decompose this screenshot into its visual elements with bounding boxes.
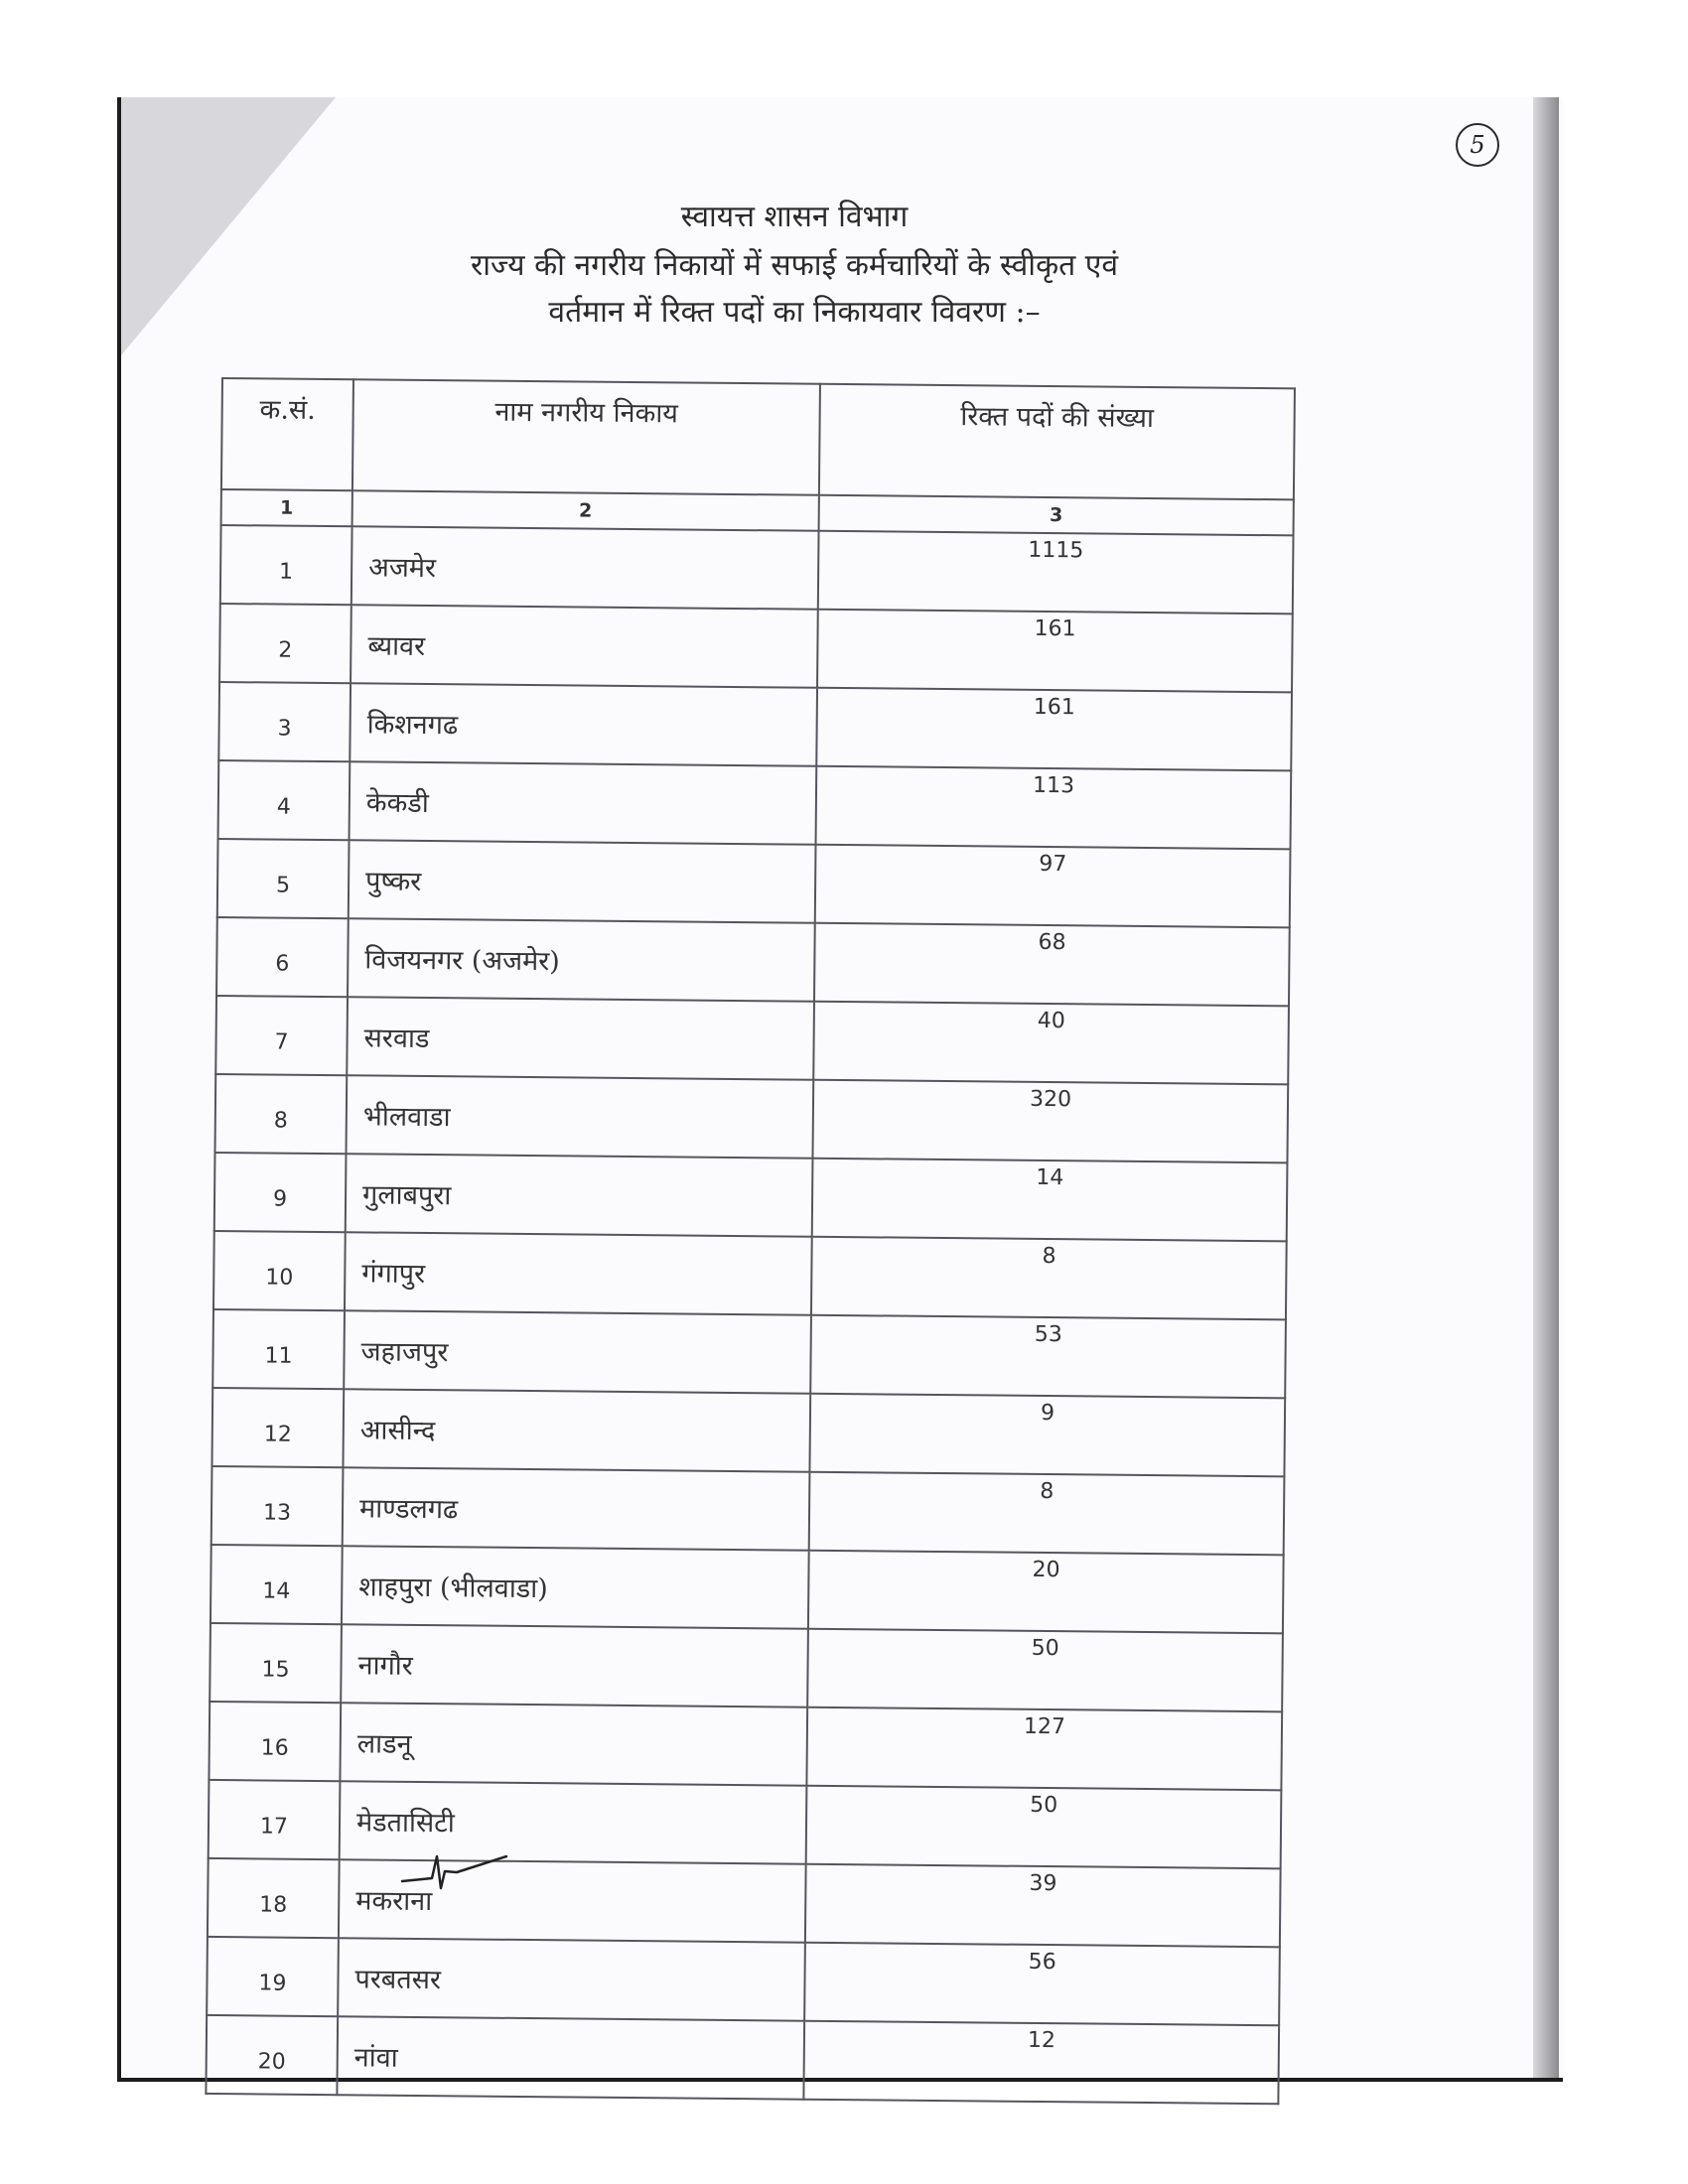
table-row — [216, 917, 1290, 1006]
table-row — [206, 2015, 1279, 2104]
serial-cell: 14 — [211, 1545, 343, 1624]
table-row — [219, 604, 1293, 692]
serial-cell: 1 — [220, 525, 352, 605]
body-name-cell: गंगापुर — [345, 1232, 812, 1315]
vacant-count-cell: 40 — [813, 1002, 1289, 1085]
body-name-cell: लाडनू — [340, 1703, 807, 1786]
vacant-count-cell: 1115 — [818, 531, 1294, 614]
column-number: 2 — [352, 490, 819, 531]
serial-cell: 6 — [216, 917, 349, 997]
vacant-count-cell: 50 — [807, 1629, 1283, 1712]
column-number: 1 — [221, 489, 352, 526]
serial-cell: 11 — [212, 1309, 345, 1389]
body-name-cell: किशनगढ — [350, 683, 817, 766]
serial-cell: 15 — [210, 1623, 342, 1703]
vacant-count-cell: 53 — [810, 1315, 1286, 1399]
serial-cell: 18 — [208, 1858, 340, 1938]
table-row — [211, 1466, 1285, 1555]
serial-cell: 19 — [207, 1937, 339, 2016]
vacant-count-cell: 161 — [816, 688, 1292, 771]
table-row — [214, 1153, 1288, 1241]
serial-cell: 4 — [218, 760, 351, 840]
header-vacant-count: रिक्त पदों की संख्या — [819, 384, 1295, 500]
header-body-name: नाम नगरीय निकाय — [352, 379, 820, 495]
serial-cell: 13 — [211, 1466, 344, 1546]
table-row — [208, 1858, 1281, 1947]
table-row — [212, 1309, 1286, 1398]
table-row — [213, 1231, 1287, 1319]
vacant-count-cell: 113 — [816, 766, 1292, 850]
body-name-cell: केकडी — [350, 761, 817, 845]
table-row — [207, 1937, 1280, 2025]
serial-cell: 20 — [206, 2015, 338, 2095]
vacant-count-cell: 97 — [815, 845, 1291, 928]
body-name-cell: जहाजपुर — [344, 1310, 811, 1394]
vacant-count-cell: 50 — [806, 1786, 1282, 1869]
table-row — [211, 1388, 1285, 1476]
vacant-count-cell: 8 — [809, 1472, 1285, 1556]
body-name-cell: सरवाड — [347, 997, 814, 1080]
column-number: 3 — [819, 495, 1294, 536]
table-row — [220, 525, 1294, 614]
table-row — [211, 1545, 1284, 1633]
vacant-count-cell: 161 — [817, 610, 1293, 693]
table-row — [218, 760, 1292, 849]
body-name-cell: आसीन्द — [343, 1389, 810, 1472]
vacant-count-cell: 39 — [805, 1864, 1281, 1948]
serial-cell: 7 — [215, 996, 348, 1075]
serial-cell: 16 — [209, 1702, 341, 1781]
table-row — [215, 996, 1289, 1084]
vacant-count-cell: 9 — [809, 1394, 1285, 1477]
vacant-count-cell: 8 — [811, 1237, 1287, 1320]
department-title: स्वायत्त शासन विभाग — [680, 200, 909, 234]
body-name-cell: अजमेर — [352, 526, 819, 610]
serial-cell: 17 — [209, 1780, 341, 1859]
body-name-cell: मकराना — [339, 1859, 806, 1943]
serial-cell: 10 — [213, 1231, 346, 1310]
body-name-cell: विजयनगर (अजमेर) — [348, 918, 815, 1002]
body-name-cell: पुष्कर — [349, 840, 816, 923]
table-row — [209, 1702, 1282, 1790]
body-name-cell: नांवा — [337, 2016, 804, 2100]
table-row — [218, 682, 1292, 770]
body-name-cell: मेडतासिटी — [340, 1781, 807, 1864]
vacancy-table — [205, 377, 1296, 2105]
subtitle-line-2: वर्तमान में रिक्त पदों का निकायवार विवरण :– — [548, 295, 1041, 330]
vacant-count-cell: 14 — [812, 1159, 1288, 1242]
serial-cell: 2 — [219, 604, 352, 683]
subtitle-line-1: राज्य की नगरीय निकायों में सफाई कर्मचारियों के स्वीकृत एवं — [470, 248, 1119, 283]
vacant-count-cell: 12 — [803, 2021, 1279, 2105]
page-edge-shadow — [1533, 97, 1559, 2078]
signature — [397, 1827, 536, 1896]
page-number: 5 — [1456, 123, 1499, 167]
serial-cell: 8 — [215, 1074, 348, 1154]
table-row — [217, 839, 1291, 927]
serial-cell: 9 — [214, 1153, 347, 1232]
body-name-cell: परबतसर — [338, 1938, 805, 2021]
vacant-count-cell: 56 — [804, 1943, 1280, 2026]
serial-cell: 3 — [218, 682, 351, 761]
table-row — [209, 1780, 1282, 1868]
table-row — [215, 1074, 1289, 1162]
vacant-count-cell: 68 — [814, 923, 1290, 1007]
header-row — [221, 378, 1295, 499]
table-row — [210, 1623, 1283, 1711]
vacant-count-cell: 320 — [812, 1080, 1288, 1163]
vacant-count-cell: 20 — [808, 1551, 1284, 1634]
body-name-cell: ब्यावर — [351, 605, 818, 688]
body-name-cell: शाहपुरा (भीलवाडा) — [342, 1546, 809, 1629]
vacant-count-cell: 127 — [806, 1707, 1282, 1791]
body-name-cell: भीलवाडा — [346, 1075, 813, 1159]
header-serial: क.सं. — [221, 378, 353, 490]
serial-cell: 5 — [217, 839, 350, 918]
body-name-cell: नागौर — [341, 1624, 808, 1707]
serial-cell: 12 — [211, 1388, 344, 1467]
body-name-cell: गुलाबपुरा — [346, 1154, 813, 1237]
body-name-cell: माण्डलगढ — [343, 1467, 810, 1551]
